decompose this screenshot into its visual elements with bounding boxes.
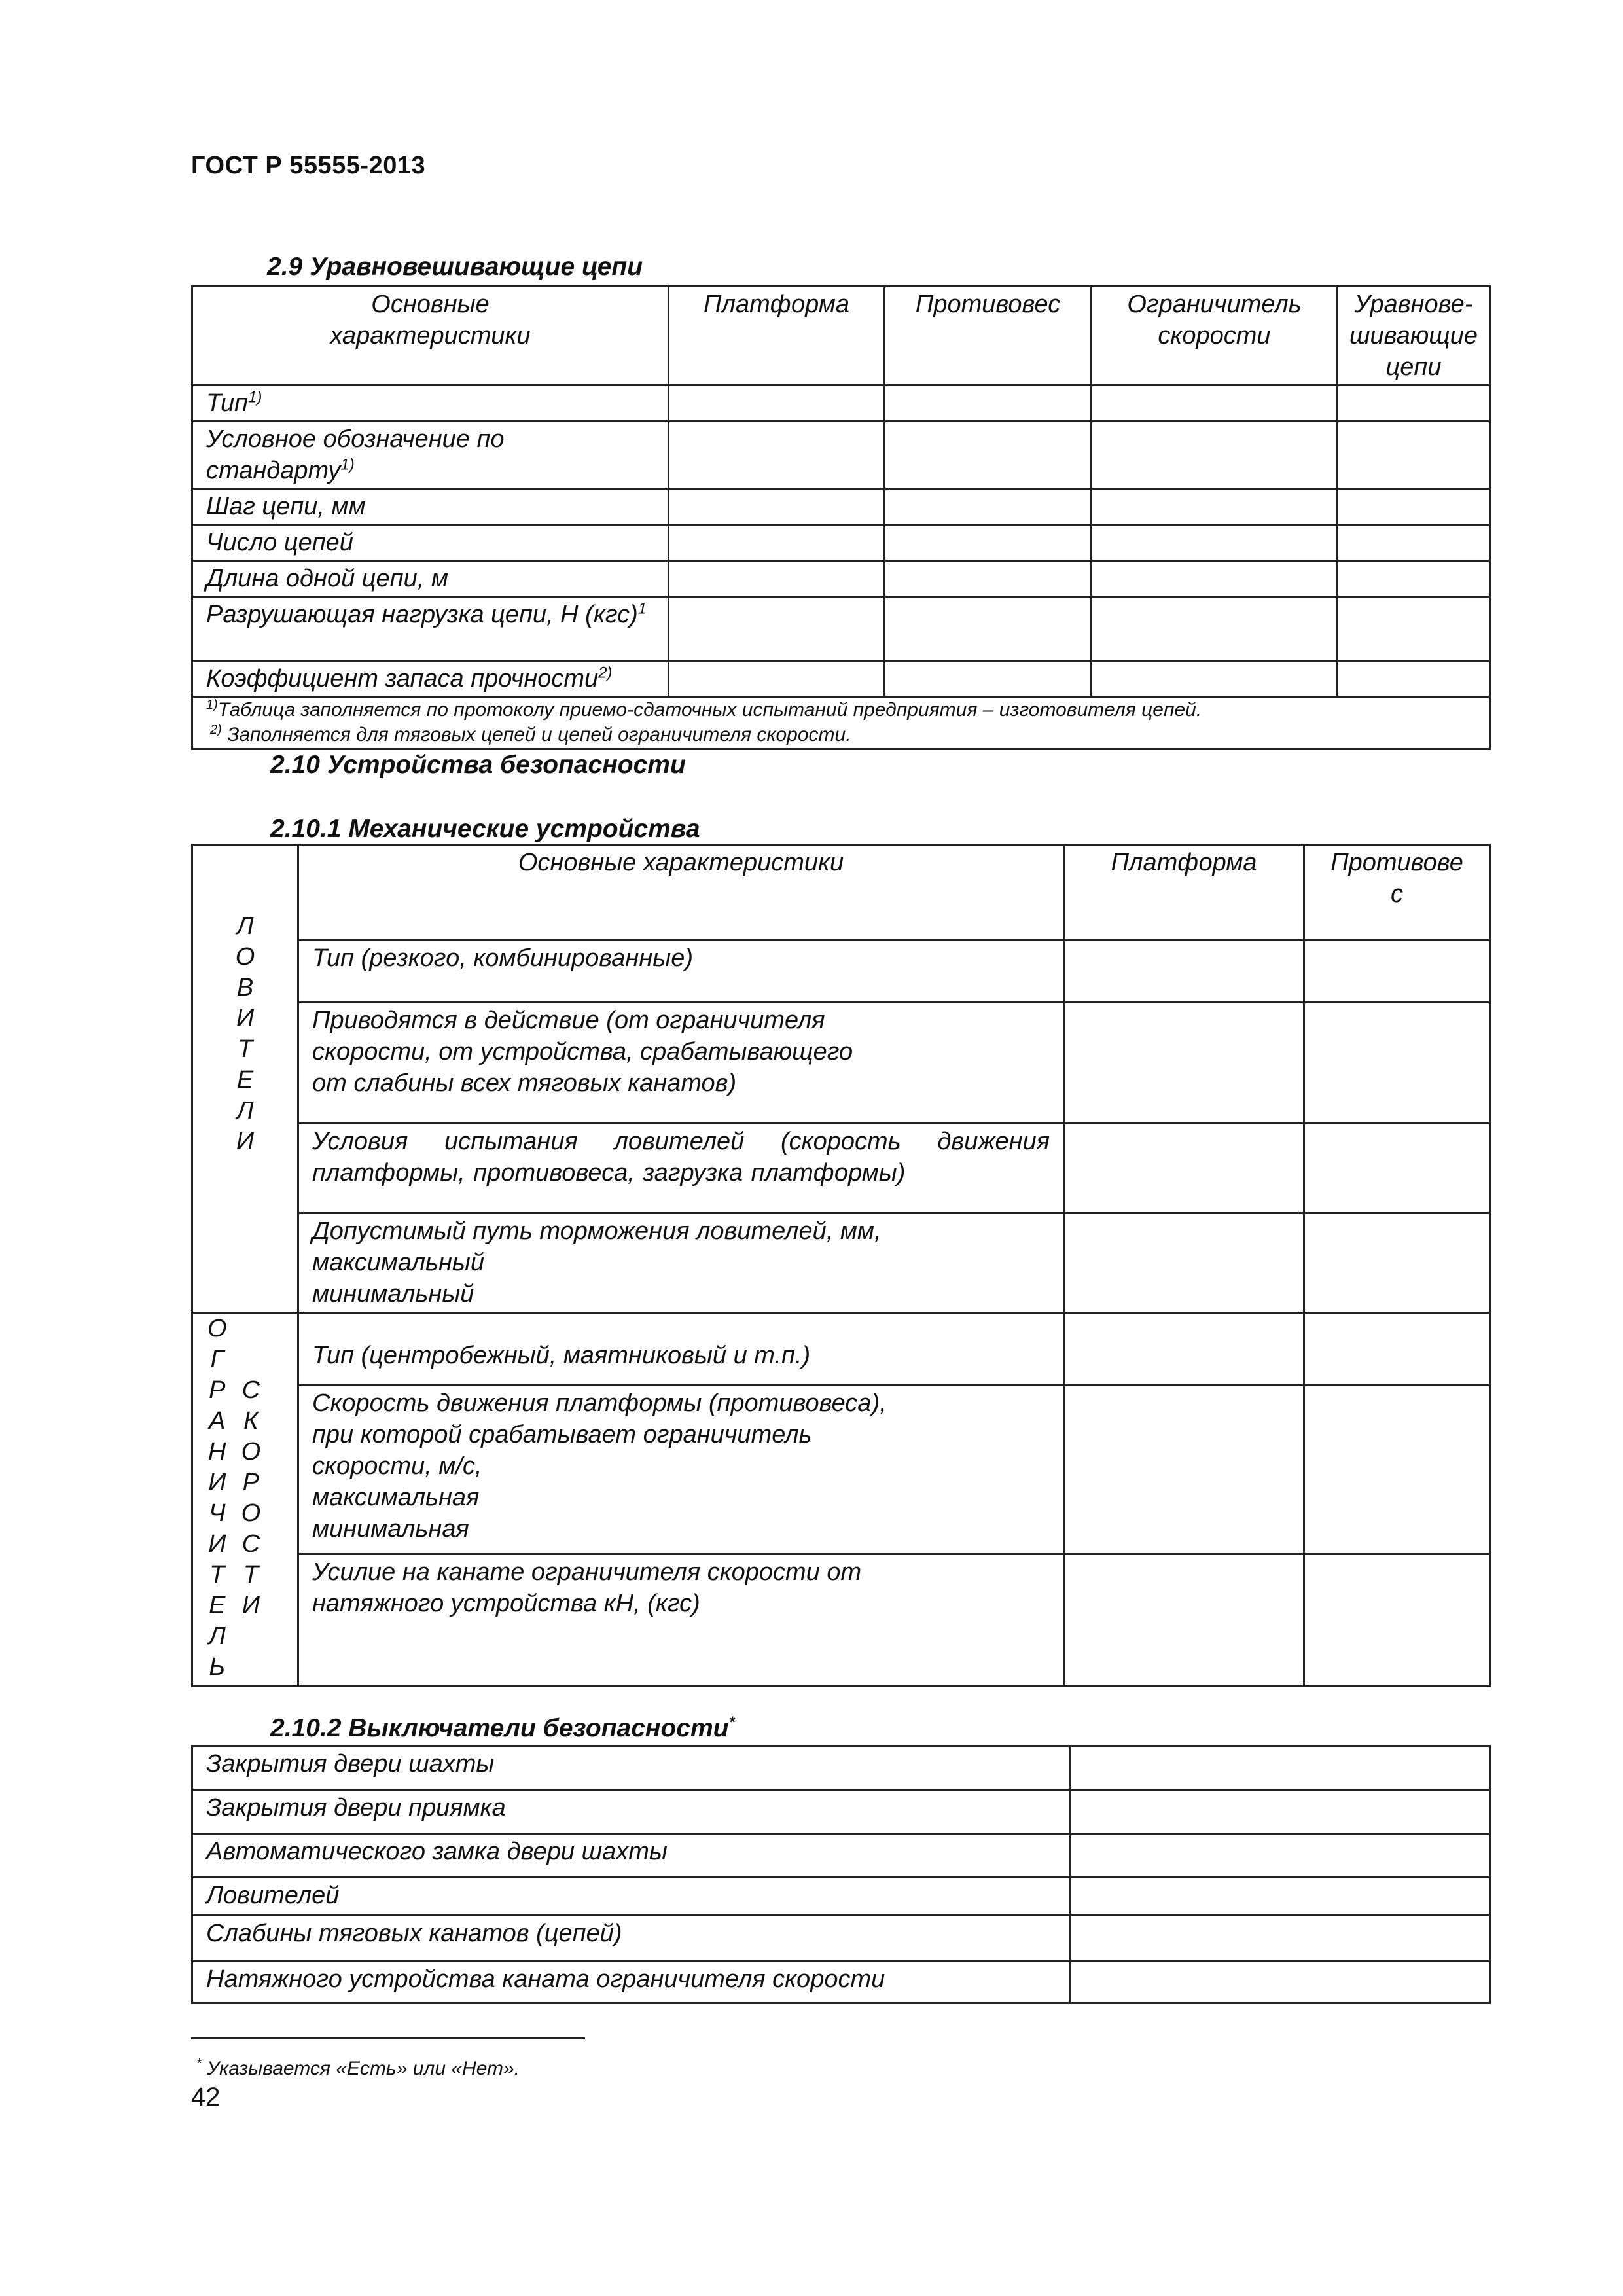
cell-empty [1070,1746,1490,1790]
cell-empty [1092,489,1338,525]
cell-empty [1092,422,1338,489]
cell-empty [669,525,885,561]
table-row [192,1834,1490,1878]
cell-empty [1070,1916,1490,1962]
cell-empty [1064,941,1304,1003]
safety-switches-table [191,1745,1491,2004]
cell-empty [1064,1003,1304,1124]
row-label: Ловителей [192,1878,1070,1916]
table-header-row [192,845,1490,941]
col-platform: Платформа [1064,845,1304,941]
section-2-10-2-title: 2.10.2 Выключатели безопасности* [270,1713,735,1742]
cell-empty [1092,561,1338,597]
table-row [192,1790,1490,1834]
col-counterweight: Противовес [885,287,1092,386]
cell-empty [669,386,885,422]
table-row [192,941,1490,1003]
footnote: * Указывается «Есть» или «Нет». [196,2056,520,2079]
row-label: Шаг цепи, мм [192,489,669,525]
table-row [192,422,1490,489]
cell-empty [1338,597,1490,661]
cell-empty [885,422,1092,489]
cell-empty [1070,1790,1490,1834]
note-2: $^{2)}$ Заполняется для тяговых цепей и цепей ограничителя скорости. [210,723,851,745]
cell-empty [1064,1213,1304,1313]
cell-empty [885,597,1092,661]
group-speed-limiter-label: О Г Р А Н И Ч И Т Е Л ЬС К О Р О С Т И [192,1313,298,1687]
cell-empty [1338,661,1490,697]
cell-empty [1304,1124,1490,1213]
cell-empty [1304,1554,1490,1687]
row-label: Слабины тяговых канатов (цепей) [192,1916,1070,1962]
table-row [192,1313,1490,1386]
cell-empty [1304,941,1490,1003]
cell-empty [1064,1554,1304,1687]
section-2-10-title: 2.10 Устройства безопасности [270,751,686,779]
table-row [192,489,1490,525]
row-label: Число цепей [192,525,669,561]
cell-empty [669,489,885,525]
cell-empty [1338,561,1490,597]
row-label: Длина одной цепи, м [192,561,669,597]
cell-empty [1092,525,1338,561]
table-row [192,386,1490,422]
cell-empty [1338,489,1490,525]
cell-empty [1092,661,1338,697]
table-header-row [192,287,1490,386]
cell-empty [1092,386,1338,422]
table-row [192,1124,1490,1213]
cell-empty [885,489,1092,525]
row-label: Скорость движения платформы (противовеса), при которой срабатывает ограничитель скорости, м/с, максимальная минимальная [298,1386,1064,1554]
cell-empty [885,525,1092,561]
table-row [192,1386,1490,1554]
cell-empty [1064,1124,1304,1213]
footnote-separator [191,2037,585,2039]
table-row [192,561,1490,597]
table-row [192,1746,1490,1790]
group-catchers-label: Л О В И Т Е Л И [192,845,298,1313]
row-label: Тип (резкого, комбинированные) [298,941,1064,1003]
cell-empty [1304,1003,1490,1124]
cell-empty [1070,1962,1490,2003]
document-header: ГОСТ Р 55555-2013 [191,152,426,179]
cell-empty [885,561,1092,597]
cell-empty [669,661,885,697]
cell-empty [1338,525,1490,561]
table-row [192,525,1490,561]
row-label: Усилие на канате ограничителя скорости от натяжного устройства кН, (кгс) [298,1554,1064,1687]
cell-empty [1338,386,1490,422]
table-notes-row [192,697,1490,749]
table-row [192,1878,1490,1916]
section-2-9-title: 2.9 Уравновешивающие цепи [267,253,643,281]
page-number: 42 [191,2083,221,2111]
row-label: Допустимый путь торможения ловителей, мм, максимальный минимальный [298,1213,1064,1313]
table-row [192,1003,1490,1124]
row-label: Закрытия двери шахты [192,1746,1070,1790]
row-label: Закрытия двери приямка [192,1790,1070,1834]
cell-empty [1304,1313,1490,1386]
table-row [192,1962,1490,2003]
col-main-characteristics: Основные характеристики [298,845,1064,941]
row-label: Условия испытания ловителей (скорость движения платформы, противовеса, загрузка платформы) [298,1124,1064,1213]
row-label: Условное обозначение по стандарту$^{1)}$ [192,422,669,489]
section-2-10-1-title: 2.10.1 Механические устройства [270,815,700,843]
cell-empty [1092,597,1338,661]
cell-empty [669,422,885,489]
table-row [192,597,1490,661]
row-label: Приводятся в действие (от ограничителя скорости, от устройства, срабатывающего от слабины всех тяговых канатов) [298,1003,1064,1124]
mechanical-devices-table [191,844,1491,1687]
table-row [192,1213,1490,1313]
cell-empty [669,597,885,661]
cell-empty [1304,1386,1490,1554]
table-row [192,661,1490,697]
cell-empty [669,561,885,597]
col-main-characteristics: Основные характеристики [192,287,669,386]
col-speed-limiter: Ограничитель скорости [1092,287,1338,386]
table-row [192,1916,1490,1962]
cell-empty [1070,1878,1490,1916]
table-notes [192,697,1490,749]
row-label: Автоматического замка двери шахты [192,1834,1070,1878]
col-counterweight: Противове с [1304,845,1490,941]
col-platform: Платформа [669,287,885,386]
row-label: Разрушающая нагрузка цепи, Н (кгс)$^1$ [192,597,669,661]
cell-empty [885,661,1092,697]
table-row [192,1554,1490,1687]
cell-empty [1070,1834,1490,1878]
row-label: Натяжного устройства каната ограничителя скорости [192,1962,1070,2003]
note-1: $^{1)}$Таблица заполняется по протоколу приемо-сдаточных испытаний предприятия – изготовителя цепей. [206,698,1202,721]
row-label: Тип$^{1)}$ [192,386,669,422]
col-balance-chains: Уравнове- шивающие цепи [1338,287,1490,386]
row-label: Коэффициент запаса прочности$^{2)}$ [192,661,669,697]
cell-empty [1338,422,1490,489]
cell-empty [1304,1213,1490,1313]
cell-empty [1064,1313,1304,1386]
cell-empty [885,386,1092,422]
row-label: Тип (центробежный, маятниковый и т.п.) [298,1313,1064,1386]
balance-chains-table [191,285,1491,750]
cell-empty [1064,1386,1304,1554]
